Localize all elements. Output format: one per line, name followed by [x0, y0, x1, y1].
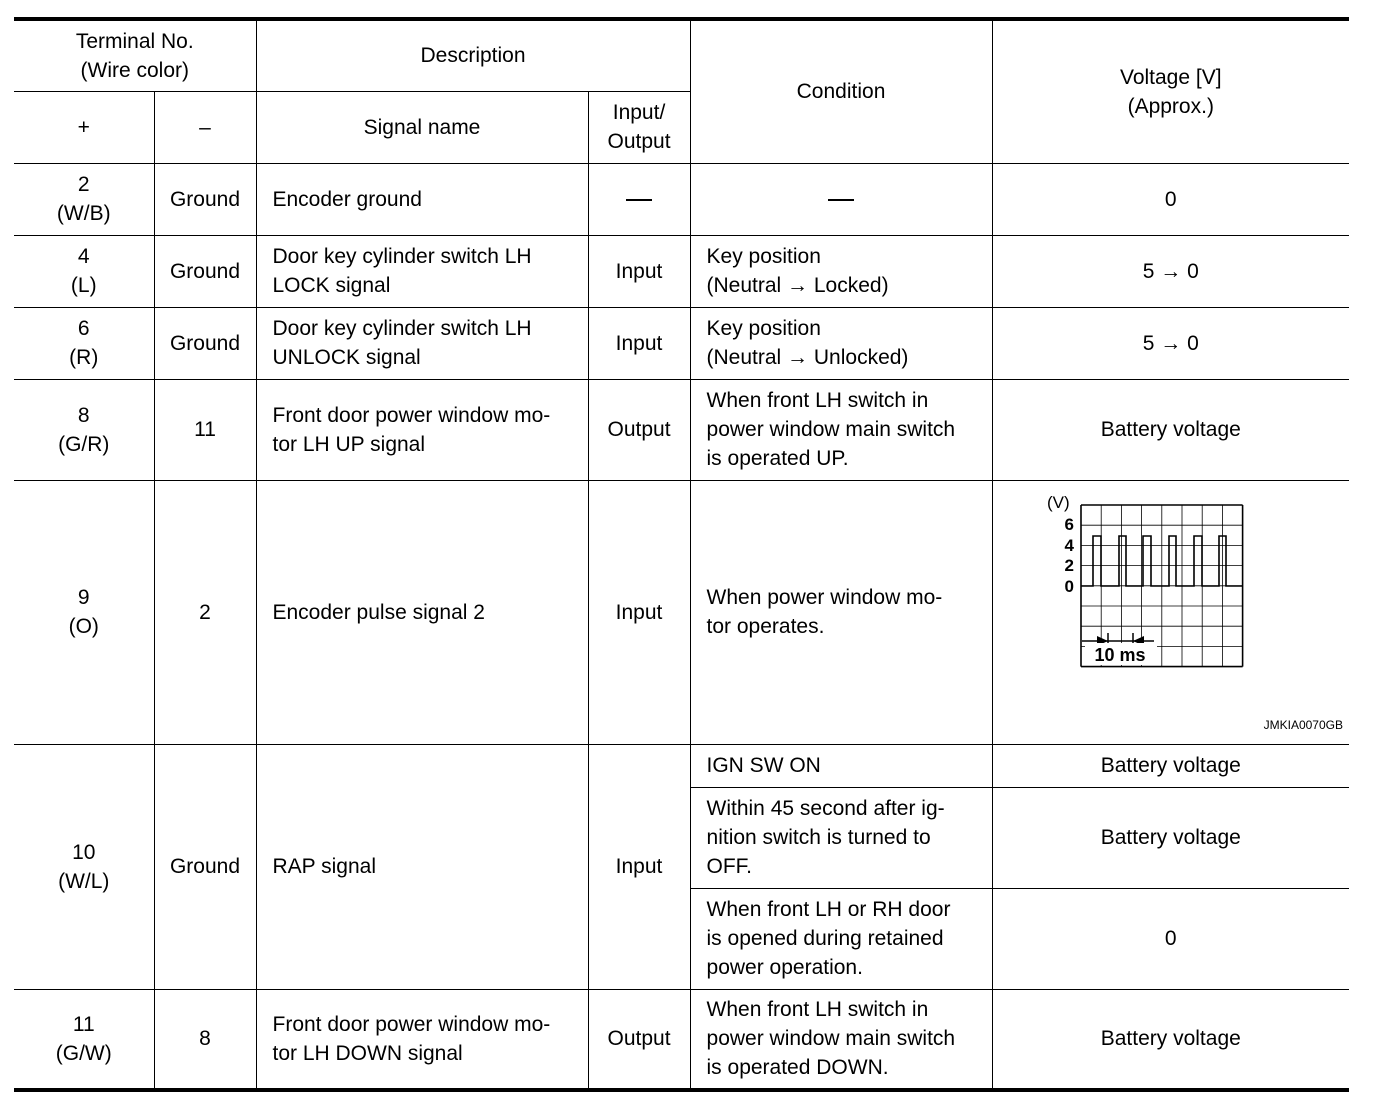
signal-cell: RAP signal [256, 744, 588, 989]
condition-cell: When front LH or RH door is opened during retained power operation. [690, 888, 992, 989]
condition-cell: When front LH switch in power window main switch is operated DOWN. [690, 989, 992, 1090]
header-row-1 [14, 19, 1349, 91]
io-header: Input/ Output [588, 91, 690, 163]
minus-cell: 8 [154, 989, 256, 1090]
oscilloscope-figure [993, 481, 1350, 743]
voltage-cell: 0 [992, 163, 1349, 235]
voltage-cell: Battery voltage [992, 989, 1349, 1090]
io-cell: Output [588, 989, 690, 1090]
terminal-cell: 9 (O) [14, 480, 154, 744]
voltage-header: Voltage [V] (Approx.) [992, 19, 1349, 163]
terminal-cell: 10 (W/L) [14, 744, 154, 989]
terminal-header: Terminal No. (Wire color) [14, 19, 256, 91]
io-cell: Input [588, 235, 690, 307]
table-row [14, 235, 1349, 307]
terminal-cell: 2 (W/B) [14, 163, 154, 235]
signal-cell: Front door power window mo- tor LH UP signal [256, 379, 588, 480]
voltage-cell: 5 → 0 [992, 307, 1349, 379]
dash-mark [828, 199, 854, 201]
voltage-cell: 0 [992, 888, 1349, 989]
plus-header: + [14, 91, 154, 163]
minus-cell: Ground [154, 163, 256, 235]
minus-cell: Ground [154, 744, 256, 989]
signal-cell: Door key cylinder switch LH UNLOCK signal [256, 307, 588, 379]
terminal-cell: 11 (G/W) [14, 989, 154, 1090]
signal-cell: Encoder ground [256, 163, 588, 235]
terminal-cell: 4 (L) [14, 235, 154, 307]
y-tick-label: 2 [1064, 555, 1074, 575]
table-row [14, 379, 1349, 480]
condition-cell: When power window mo- tor operates. [690, 480, 992, 744]
minus-cell: 2 [154, 480, 256, 744]
condition-cell: When front LH switch in power window main switch is operated UP. [690, 379, 992, 480]
minus-cell: Ground [154, 307, 256, 379]
table-row [14, 163, 1349, 235]
condition-cell: IGN SW ON [690, 744, 992, 787]
io-cell: Output [588, 379, 690, 480]
io-cell: Input [588, 480, 690, 744]
scope-unit-label: (V) [1046, 492, 1070, 512]
minus-cell: Ground [154, 235, 256, 307]
waveform-graph [993, 481, 1349, 743]
table-row [14, 480, 1349, 744]
terminal-cell: 6 (R) [14, 307, 154, 379]
io-cell: Input [588, 744, 690, 989]
y-tick-label: 4 [1064, 535, 1074, 555]
signal-cell: Encoder pulse signal 2 [256, 480, 588, 744]
voltage-cell: Battery voltage [992, 787, 1349, 888]
table-row [14, 307, 1349, 379]
io-cell: Input [588, 307, 690, 379]
description-header: Description [256, 19, 690, 91]
condition-header: Condition [690, 19, 992, 163]
condition-cell: Key position (Neutral → Locked) [690, 235, 992, 307]
minus-cell: 11 [154, 379, 256, 480]
terminal-cell: 8 (G/R) [14, 379, 154, 480]
y-tick-label: 6 [1064, 514, 1074, 534]
condition-cell: Within 45 second after ig- nition switch is turned to OFF. [690, 787, 992, 888]
table-row [14, 744, 1349, 787]
terminal-spec-table [14, 17, 1349, 1092]
image-code: JMKIA0070GB [1263, 717, 1343, 732]
voltage-cell [992, 480, 1349, 744]
signal-name-header: Signal name [256, 91, 588, 163]
table-row [14, 989, 1349, 1090]
y-tick-label: 0 [1064, 576, 1074, 596]
time-scale-label: 10 ms [1093, 644, 1146, 665]
voltage-cell: Battery voltage [992, 379, 1349, 480]
minus-header: – [154, 91, 256, 163]
signal-cell: Front door power window mo- tor LH DOWN signal [256, 989, 588, 1090]
voltage-cell: Battery voltage [992, 744, 1349, 787]
io-cell [588, 163, 690, 235]
condition-cell [690, 163, 992, 235]
condition-cell: Key position (Neutral → Unlocked) [690, 307, 992, 379]
dash-mark [626, 199, 652, 201]
voltage-cell: 5 → 0 [992, 235, 1349, 307]
signal-cell: Door key cylinder switch LH LOCK signal [256, 235, 588, 307]
